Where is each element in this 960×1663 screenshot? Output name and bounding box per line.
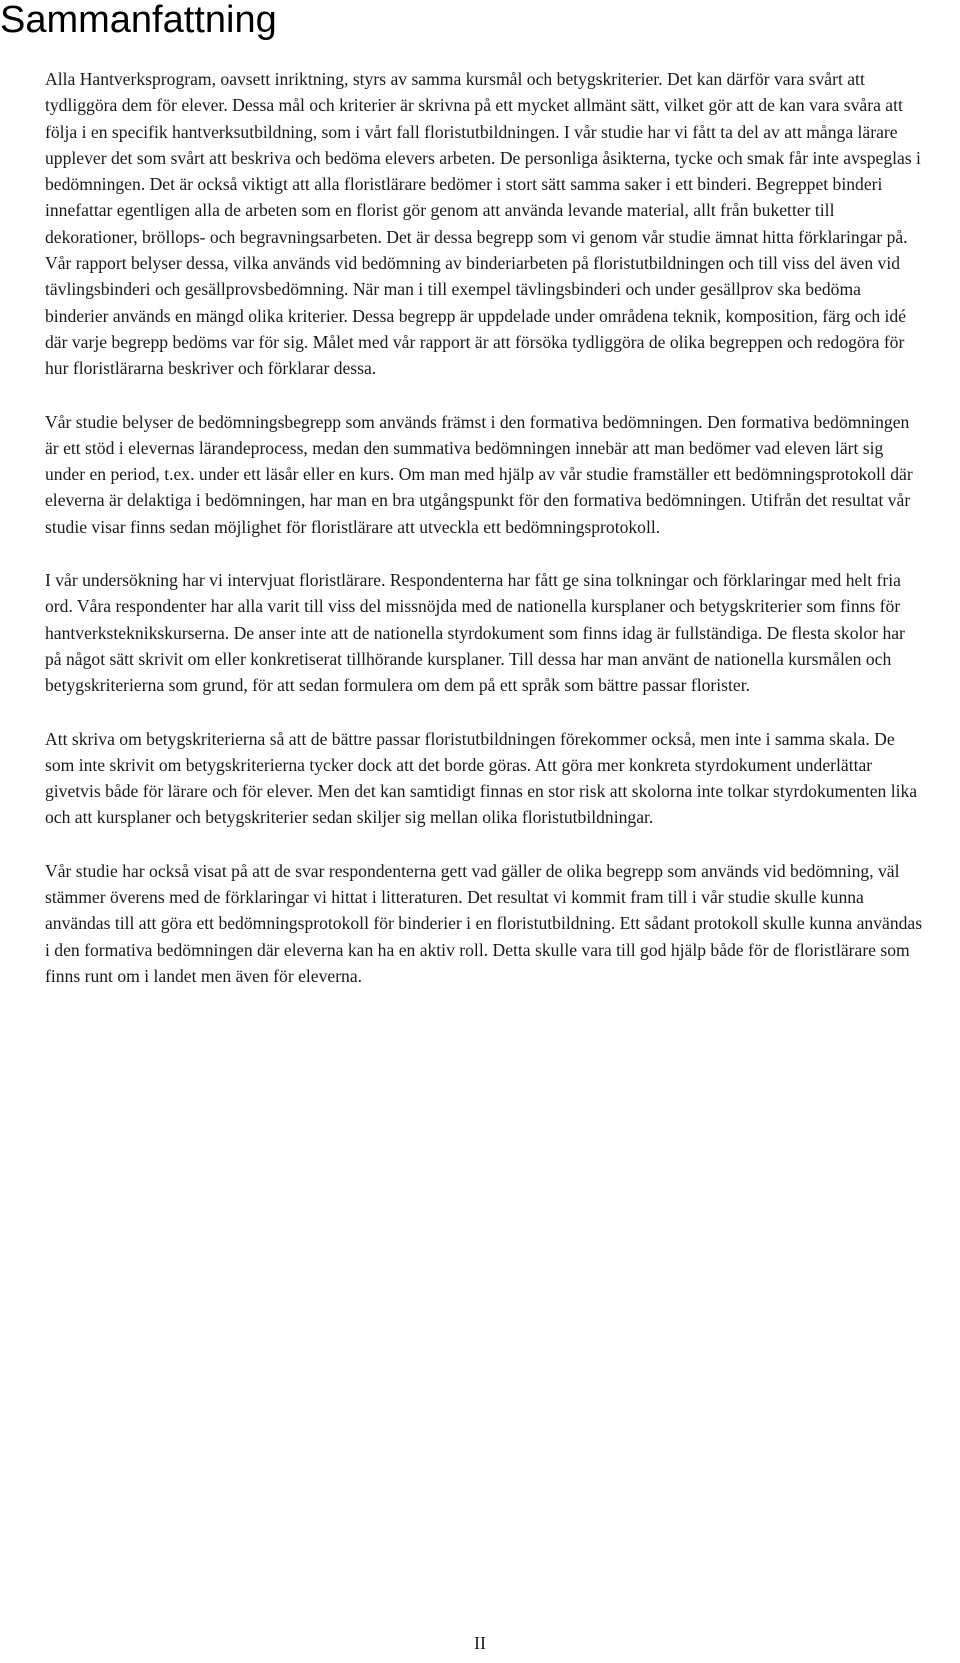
paragraph-2: Vår studie belyser de bedömningsbegrepp som används främst i den formativa bedömningen. Den formativa bedömningen är ett stöd i elevernas lärandeprocess, medan den summativa bedömningen innebär att man bedömer vad eleven lärt sig under en period, t.ex. under ett läsår eller en kurs. Om man med hjälp av vår studie framställer ett bedömningsprotokoll där eleverna är delaktiga i bedömningen, har man en bra utgångspunkt för den formativa bedömningen. Utifrån det resultat vår studie visar finns sedan möjlighet för floristlärare att utveckla ett bedömningsprotokoll. (45, 411, 913, 537)
paragraph-4: Att skriva om betygskriterierna så att de bättre passar floristutbildningen förekommer också, men inte i samma skala. De som inte skrivit om betygskriterierna tycker dock att det borde göras. Att göra mer konkreta styrdokument underlättar givetvis både för lärare och för elever. Men det kan samtidigt finnas en stor risk att skolorna inte tolkar styrdokumenten lika och att kursplaner och betygskriterier sedan skiljer sig mellan olika floristutbildningar. (45, 728, 918, 828)
page-number: II (474, 1633, 486, 1653)
summary-body (45, 66, 925, 1016)
paragraph-1: Alla Hantverksprogram, oavsett inriktning, styrs av samma kursmål och betygskriterier. Det kan därför vara svårt att tydliggöra dem för elever. Dessa mål och kriterier är skrivna på ett mycket allmänt sätt, vilket gör att de kan vara svåra att följa i en specifik hantverksutbildning, som i vårt fall floristutbildningen. I vår studie har vi fått ta del av att många lärare upplever det som svårt att beskriva och bedöma elevers arbeten. De personliga åsikterna, tycke och smak får inte avspeglas i bedömningen. Det är också viktigt att alla floristlärare bedömer i stort sätt samma saker i ett binderi. Begreppet binderi innefattar egentligen alla de arbeten som en florist gör genom att använda levande material, allt från buketter till dekorationer, bröllops- och begravningsarbeten. Det är dessa begrepp som vi genom vår studie ämnat hitta förklaringar på. Vår rapport belyser dessa, vilka används vid bedömning av binderiarbeten på floristutbildningen och till viss del även vid tävlingsbinderi och gesällprovsbedömning. När man i till exempel tävlingsbinderi och under gesällprov ska bedöma binderier används en mängd olika kriterier. Dessa begrepp är uppdelade under områdena teknik, komposition, färg och idé där varje begrepp bedöms var för sig. Målet med vår rapport är att försöka tydliggöra de olika begreppen och redogöra för hur floristlärarna beskriver och förklarar dessa. (45, 69, 921, 379)
paragraph-5: Vår studie har också visat på att de svar respondenterna gett vad gäller de olika begrepp som används vid bedömning, väl stämmer överens med de förklaringar vi hittat i litteraturen. Det resultat vi kommit fram till i vår studie skulle kunna användas till att göra ett bedömningsprotokoll för binderier i en floristutbildning. Ett sådant protokoll skulle kunna användas i den formativa bedömningen där eleverna kan ha en aktiv roll. Detta skulle vara till god hjälp både för de floristlärare som finns runt om i landet men även för eleverna. (45, 860, 923, 986)
page-title: Sammanfattning (0, 0, 277, 41)
paragraph-3: I vår undersökning har vi intervjuat floristlärare. Respondenterna har fått ge sina tolkningar och förklaringar med helt fria ord. Våra respondenter har alla varit till viss del missnöjda med de nationella kursplaner och betygskriterier som finns för hantverksteknikskurserna. De anser inte att de nationella styrdokument som finns idag är fullständiga. De flesta skolor har på något sätt skrivit om eller konkretiserat tillhörande kursplaner. Till dessa har man använt de nationella kursmålen och betygskriterierna som grund, för att sedan formulera om dem på ett språk som bättre passar florister. (45, 570, 905, 696)
